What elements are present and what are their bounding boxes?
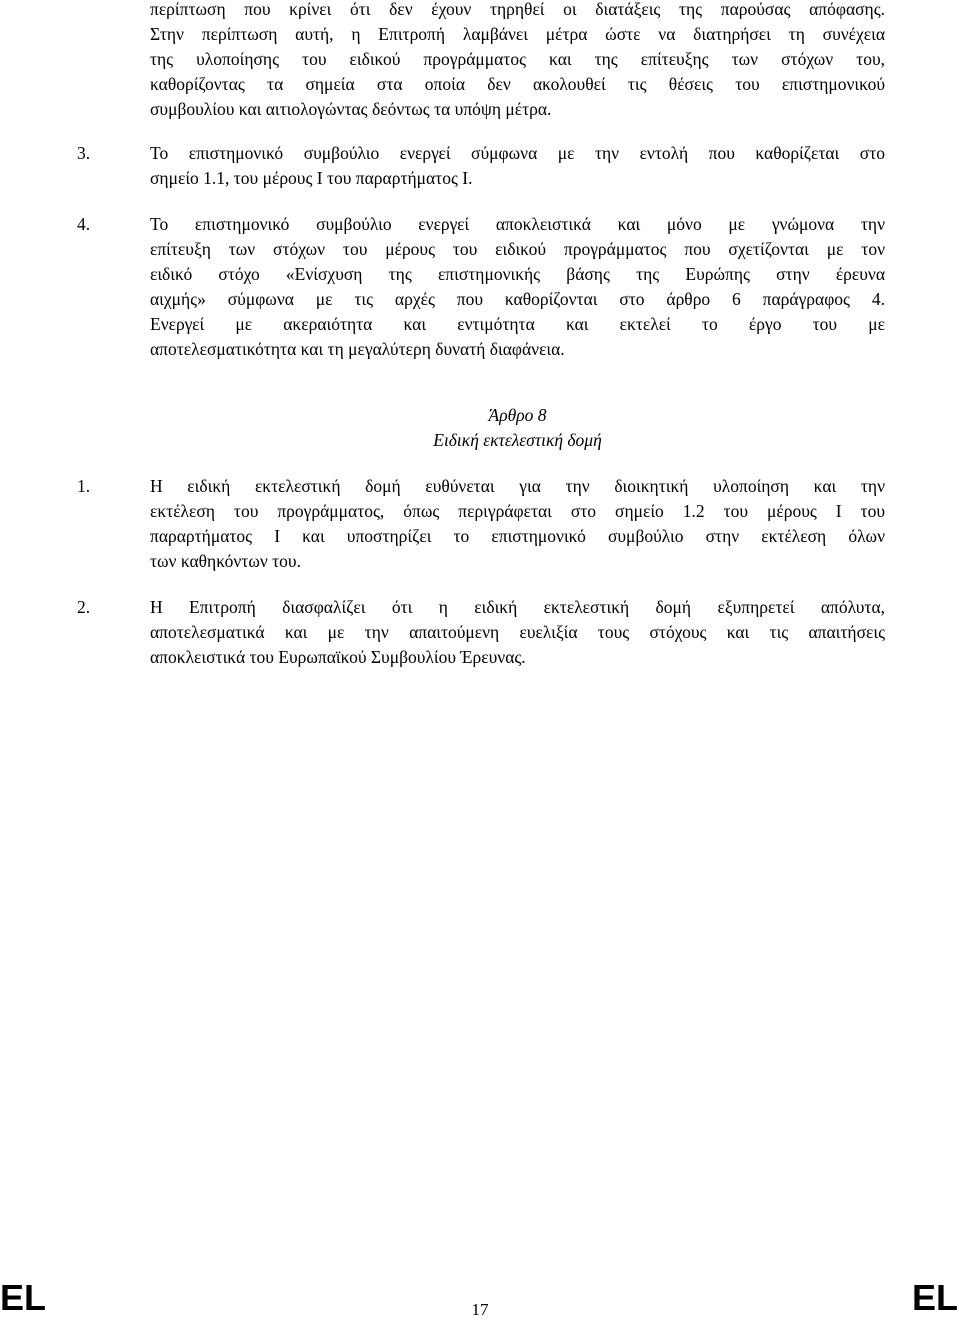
text-line: αποκλειστικά του Ευρωπαϊκού Συμβουλίου Έρευνας. [150,647,526,667]
article-subtitle: Ειδική εκτελεστική δομή [433,430,602,450]
text-line: Το επιστημονικό συμβούλιο ενεργεί σύμφωνα με την εντολή που καθορίζεται στο [150,143,885,163]
text-line: αιχμής» σύμφωνα με τις αρχές που καθορίζονται στο άρθρο 6 παράγραφος 4. [150,289,885,309]
text-line: των καθηκόντων του. [150,551,301,571]
text-line: σημείο 1.1, του μέρους Ι του παραρτήματος Ι. [150,168,473,188]
article-title: Άρθρο 8 [488,405,547,425]
item-3-paragraph [150,141,885,191]
item-number: 4. [77,214,91,234]
text-line: αποτελεσματικά και με την απαιτούμενη ευελιξία τους στόχους και τις απαιτήσεις [150,622,885,642]
text-line: Το επιστημονικό συμβούλιο ενεργεί αποκλειστικά και μόνο με γνώμονα την [150,214,885,234]
text-line: παραρτήματος Ι και υποστηρίζει το επιστημονικό συμβούλιο στην εκτέλεση όλων [150,526,885,546]
page-number: 17 [471,1300,489,1319]
text-line: περίπτωση που κρίνει ότι δεν έχουν τηρηθεί οι διατάξεις της παρούσας απόφασης. [150,0,885,19]
text-line: Η Επιτροπή διασφαλίζει ότι η ειδική εκτελεστική δομή εξυπηρετεί απόλυτα, [150,597,885,617]
intro-paragraph [150,0,885,122]
text-line: συμβουλίου και αιτιολογώντας δεόντως τα υπόψη μέτρα. [150,99,552,119]
article-8-item-2-paragraph [150,595,885,670]
text-line: εκτέλεση του προγράμματος, όπως περιγράφεται στο σημείο 1.2 του μέρους Ι του [150,501,885,521]
text-line: Η ειδική εκτελεστική δομή ευθύνεται για την διοικητική υλοποίηση και την [150,476,885,496]
text-line: ειδικό στόχο «Ενίσχυση της επιστημονικής βάσης της Ευρώπης στην έρευνα [150,264,885,284]
language-code-right: EL [911,1277,958,1318]
item-4-paragraph [150,212,885,362]
text-line: της υλοποίησης του ειδικού προγράμματος και της επίτευξης των στόχων του, [150,49,885,69]
text-line: Ενεργεί με ακεραιότητα και εντιμότητα και εκτελεί το έργο του με [150,314,885,334]
text-line: Στην περίπτωση αυτή, η Επιτροπή λαμβάνει μέτρα ώστε να διατηρήσει τη συνέχεια [150,24,885,44]
language-code-left: EL [0,1277,47,1318]
item-number: 2. [77,597,91,617]
item-number: 1. [77,476,91,496]
text-line: καθορίζοντας τα σημεία στα οποία δεν ακολουθεί τις θέσεις του επιστημονικού [150,74,885,94]
text-line: επίτευξη των στόχων του μέρους του ειδικού προγράμματος που σχετίζονται με τον [150,239,885,259]
text-line: αποτελεσματικότητα και τη μεγαλύτερη δυνατή διαφάνεια. [150,339,565,359]
article-8-item-1-paragraph [150,474,885,574]
item-number: 3. [77,143,91,163]
